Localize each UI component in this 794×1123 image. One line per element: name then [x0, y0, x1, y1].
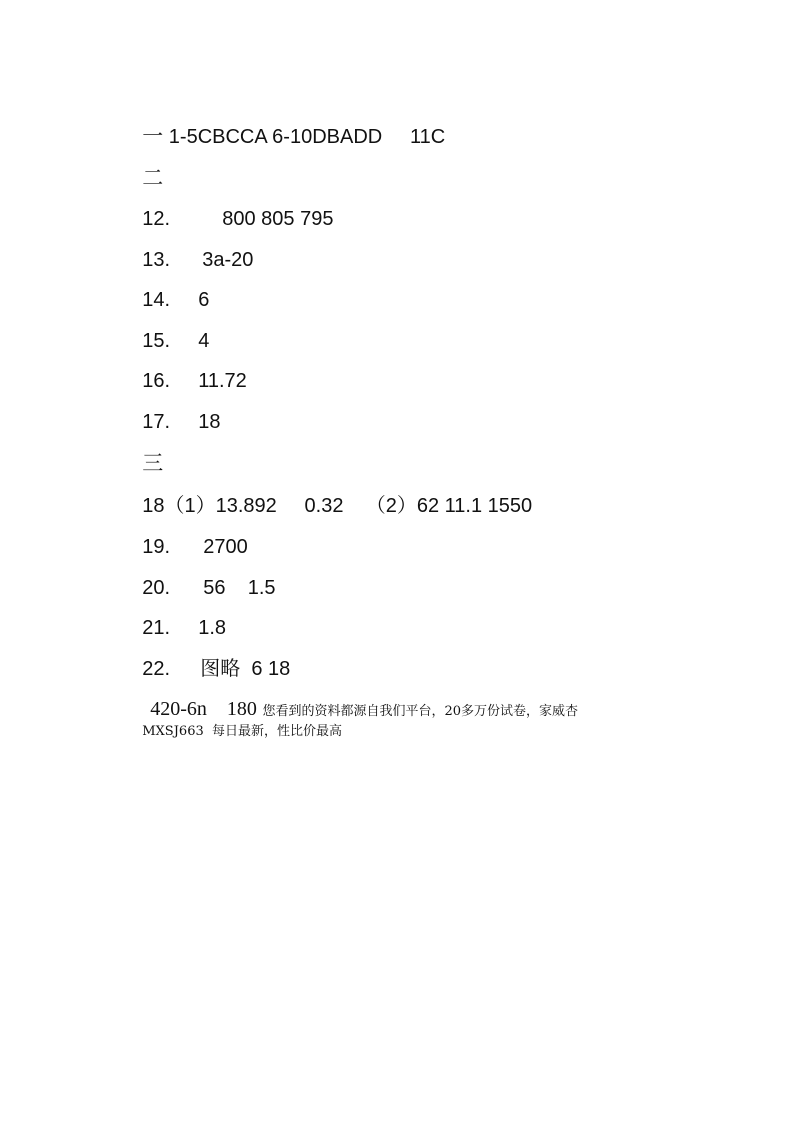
question-number: 15. — [142, 330, 171, 352]
question-number: 20. — [142, 577, 171, 599]
answer-value: 图略 6 18 — [200, 658, 291, 680]
section-one-label: 一 — [142, 124, 164, 148]
question-number: 22. — [142, 658, 171, 680]
question-number: 17. — [142, 411, 171, 433]
answer-value: 6 — [198, 289, 210, 311]
footer-line-two — [120, 702, 342, 759]
section-one-line — [120, 100, 445, 173]
notice-text-line2: MXSJ663 每日最新，性比价最高 — [142, 724, 342, 739]
question-number: 14. — [142, 289, 171, 311]
question-number: 19. — [142, 536, 171, 558]
answer-value: 3a-20 — [202, 249, 254, 271]
answer-value: 4 — [198, 330, 210, 352]
question-number: 21. — [142, 617, 171, 639]
answer-value: 1.8 — [198, 617, 227, 639]
formula-text: 420-6n 180 — [150, 698, 257, 720]
answer-18-text: 18（1）13.892 0.32 （2）62 11.1 1550 — [142, 495, 533, 517]
multiple-choice-answers: 1-5CBCCA 6-10DBADD 11C — [168, 126, 446, 148]
question-number: 16. — [142, 370, 171, 392]
notice-text-line1: 您看到的资料都源自我们平台，20多万份试卷，家威杏 — [262, 704, 579, 719]
answer-value: 56 1.5 — [203, 577, 276, 599]
section-two-label: 二 — [142, 166, 164, 190]
question-number: 12. — [142, 208, 171, 230]
answer-value: 800 805 795 — [222, 208, 334, 230]
answer-value: 11.72 — [198, 370, 247, 392]
question-number: 13. — [142, 249, 171, 271]
answer-value: 18 — [198, 411, 221, 433]
answer-value: 2700 — [203, 536, 248, 558]
section-three-label: 三 — [142, 451, 164, 475]
